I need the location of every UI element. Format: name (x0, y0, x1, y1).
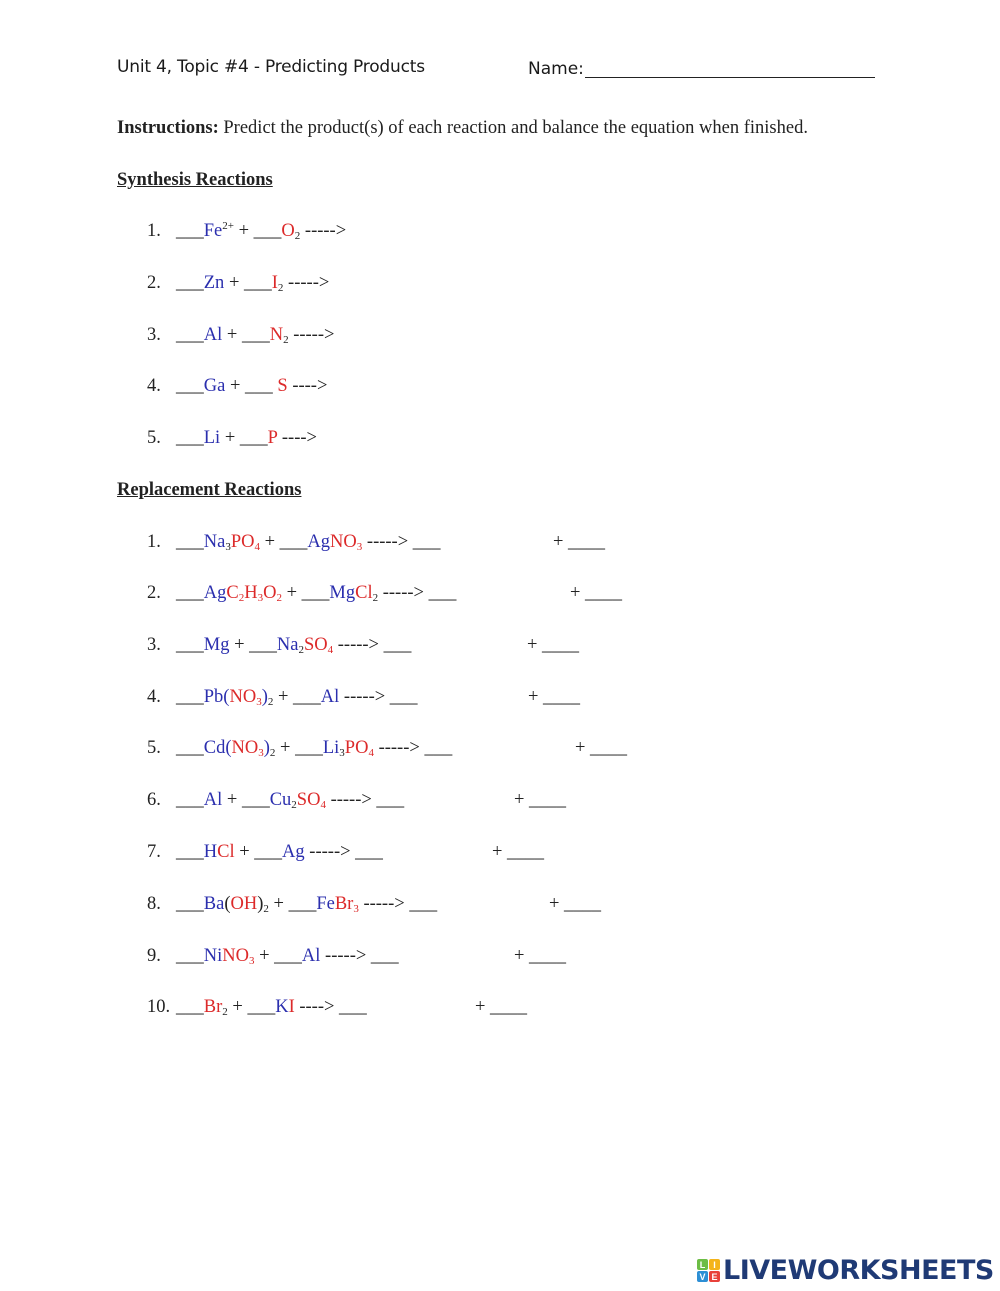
coefficient-blank[interactable]: ___ (239, 428, 268, 448)
formula-part: PO (344, 738, 369, 758)
formula-part: Ag (307, 532, 331, 552)
formula-part: + (224, 273, 244, 293)
second-product-blank[interactable]: + ____ (575, 738, 628, 758)
formula-part: Li (203, 428, 221, 448)
coefficient-blank[interactable]: ----> ___ (294, 997, 367, 1017)
formula-part: 2 (276, 592, 282, 604)
coefficient-blank[interactable]: ___ (176, 790, 204, 810)
coefficient-blank[interactable]: ___ (176, 428, 204, 448)
reaction-equation (176, 428, 317, 448)
reaction-number: 1. (147, 532, 161, 552)
coefficient-blank[interactable]: ___ (176, 221, 204, 241)
reaction-number: 3. (147, 635, 161, 655)
reaction-equation (176, 325, 334, 345)
formula-part: Mg (329, 583, 356, 603)
formula-part: H (244, 583, 258, 603)
synthesis-reaction-2 (147, 273, 329, 297)
logo-tile: E (709, 1271, 720, 1282)
formula-part: + (220, 428, 240, 448)
replacement-reaction-4 (147, 687, 581, 711)
synthesis-reaction-1 (147, 221, 346, 245)
formula-part: Li (322, 738, 340, 758)
synthesis-section-title: Synthesis Reactions (117, 170, 273, 190)
formula-part: S (277, 376, 288, 396)
formula-part: NO (330, 532, 357, 552)
coefficient-blank[interactable]: -----> ___ (333, 635, 412, 655)
coefficient-blank[interactable]: -----> ___ (325, 790, 405, 810)
coefficient-blank[interactable]: ___ (293, 687, 321, 707)
reaction-number: 7. (147, 842, 161, 862)
formula-part: -----> (300, 221, 347, 241)
coefficient-blank[interactable]: ___ (176, 325, 204, 345)
formula-part: + (273, 687, 294, 707)
formula-part: + (227, 997, 248, 1017)
coefficient-blank[interactable]: ___ (176, 997, 204, 1017)
replacement-reaction-10 (147, 997, 528, 1021)
coefficient-blank[interactable]: ___ (176, 738, 204, 758)
formula-part: C (226, 583, 239, 603)
formula-part: Al (203, 325, 223, 345)
coefficient-blank[interactable]: ___ (288, 894, 317, 914)
worksheet-title: Unit 4, Topic #4 - Predicting Products (117, 57, 425, 77)
formula-part: NO (231, 738, 259, 758)
coefficient-blank[interactable]: -----> ___ (378, 583, 457, 603)
coefficient-blank[interactable]: ___ (295, 738, 323, 758)
formula-part: 3 (257, 592, 264, 604)
coefficient-blank[interactable]: ___ (245, 376, 278, 396)
coefficient-blank[interactable]: ___ (247, 997, 276, 1017)
formula-part: 4 (254, 541, 260, 553)
formula-part: Cu (269, 790, 292, 810)
formula-part: Zn (203, 273, 225, 293)
coefficient-blank[interactable]: ___ (241, 790, 270, 810)
reaction-number: 5. (147, 738, 161, 758)
formula-part: 2+ (222, 220, 234, 232)
second-product-blank[interactable]: + ____ (570, 583, 623, 603)
reaction-equation (176, 738, 452, 758)
formula-part: Ba (203, 894, 225, 914)
reaction-number: 2. (147, 583, 161, 603)
formula-part: ) (263, 738, 270, 758)
synthesis-reaction-4 (147, 376, 327, 400)
formula-part: 2 (283, 334, 289, 346)
instructions (117, 118, 808, 139)
formula-part: 3 (356, 541, 363, 553)
formula-part: O (263, 583, 277, 603)
replacement-reaction-8 (147, 894, 602, 918)
formula-part: 2 (277, 282, 284, 294)
synthesis-reaction-3 (147, 325, 334, 349)
coefficient-blank[interactable]: ___ (176, 583, 204, 603)
second-product-blank[interactable]: + ____ (514, 790, 567, 810)
formula-part: 4 (368, 747, 374, 759)
formula-part: K (275, 997, 289, 1017)
coefficient-blank[interactable]: ___ (176, 894, 204, 914)
second-product-blank[interactable]: + ____ (514, 946, 567, 966)
coefficient-blank[interactable]: -----> ___ (358, 894, 438, 914)
formula-part: Al (301, 946, 321, 966)
second-product-blank[interactable]: + ____ (549, 894, 602, 914)
formula-part: Ag (282, 842, 305, 862)
coefficient-blank[interactable]: ___ (176, 376, 204, 396)
formula-part: SO (296, 790, 321, 810)
reaction-equation (176, 790, 404, 810)
second-product-blank[interactable]: + ____ (492, 842, 545, 862)
reaction-equation (176, 842, 383, 862)
formula-part: ) (257, 894, 264, 914)
synthesis-reaction-5 (147, 428, 317, 452)
formula-part: ----> (277, 428, 317, 448)
formula-part: ( (224, 894, 231, 914)
coefficient-blank[interactable]: ___ (254, 842, 283, 862)
formula-part: PO (230, 532, 255, 552)
formula-part: Cd( (203, 738, 232, 758)
coefficient-blank[interactable]: ___ (279, 532, 308, 552)
second-product-blank[interactable]: + ____ (553, 532, 606, 552)
formula-part: + (275, 738, 296, 758)
formula-part: 3 (339, 747, 345, 759)
formula-part: + (268, 894, 289, 914)
coefficient-blank[interactable]: ___ (244, 273, 272, 293)
coefficient-blank[interactable]: ___ (249, 635, 277, 655)
reaction-equation (176, 997, 367, 1017)
reaction-number: 3. (147, 325, 161, 345)
formula-part: 2 (238, 592, 245, 604)
formula-part: Pb( (203, 687, 230, 707)
formula-part: 3 (225, 541, 231, 553)
logo-text: LIVEWORKSHEETS (723, 1255, 994, 1286)
reaction-equation (176, 376, 327, 396)
reaction-number: 4. (147, 687, 161, 707)
formula-part: ) (261, 687, 268, 707)
second-product-blank[interactable]: + ____ (527, 635, 580, 655)
replacement-reaction-1 (147, 532, 606, 556)
formula-part: NO (222, 946, 249, 966)
formula-part: Ni (203, 946, 223, 966)
coefficient-blank[interactable]: ___ (253, 221, 282, 241)
formula-part: 4 (327, 644, 334, 656)
formula-part: O (281, 221, 295, 241)
coefficient-blank[interactable]: -----> ___ (362, 532, 441, 552)
reaction-equation (176, 946, 399, 966)
formula-part: Al (320, 687, 340, 707)
replacement-reaction-6 (147, 790, 567, 814)
coefficient-blank[interactable]: ___ (241, 325, 270, 345)
replacement-reaction-3 (147, 635, 580, 659)
formula-part: + (222, 325, 242, 345)
name-field-group (528, 57, 875, 79)
formula-part: -----> (283, 273, 330, 293)
formula-part: Al (203, 790, 223, 810)
instructions-label: Instructions: (117, 118, 219, 138)
formula-part: + (233, 221, 254, 241)
formula-part: 4 (320, 799, 326, 811)
instructions-text: Predict the product(s) of each reaction and balance the equation when finished. (218, 118, 808, 138)
coefficient-blank[interactable]: ___ (176, 532, 204, 552)
formula-part: 2 (294, 230, 301, 242)
replacement-section-title: Replacement Reactions (117, 480, 302, 500)
reaction-number: 10. (147, 997, 171, 1017)
second-product-blank[interactable]: + ____ (528, 687, 581, 707)
coefficient-blank[interactable]: -----> ___ (373, 738, 453, 758)
liveworksheets-logo (697, 1255, 994, 1286)
formula-part: Br (203, 997, 223, 1017)
formula-part: OH (230, 894, 258, 914)
reaction-equation (176, 273, 329, 293)
formula-part: 2 (267, 696, 274, 708)
formula-part: P (267, 428, 278, 448)
name-label: Name: (528, 59, 584, 79)
formula-part: Ga (203, 376, 226, 396)
formula-part: Fe (203, 221, 223, 241)
coefficient-blank[interactable]: -----> ___ (320, 946, 399, 966)
replacement-reaction-7 (147, 842, 545, 866)
formula-part: I (271, 273, 278, 293)
replacement-reaction-9 (147, 946, 567, 970)
replacement-reaction-2 (147, 583, 623, 607)
coefficient-blank[interactable]: ___ (176, 946, 204, 966)
reaction-equation (176, 532, 441, 552)
formula-part: + (254, 946, 275, 966)
formula-part: 2 (269, 747, 276, 759)
reaction-number: 6. (147, 790, 161, 810)
reaction-equation (176, 583, 456, 603)
formula-part: + (259, 532, 280, 552)
formula-part: Br (334, 894, 354, 914)
formula-part: NO (229, 687, 257, 707)
formula-part: ----> (287, 376, 328, 396)
formula-part: Cl (355, 583, 373, 603)
replacement-reaction-5 (147, 738, 628, 762)
coefficient-blank[interactable]: ___ (176, 635, 204, 655)
reaction-number: 9. (147, 946, 161, 966)
reaction-number: 1. (147, 221, 161, 241)
formula-part: 3 (248, 955, 255, 967)
formula-part: Na (276, 635, 299, 655)
formula-part: I (288, 997, 295, 1017)
formula-part: + (225, 376, 246, 396)
formula-part: -----> (288, 325, 335, 345)
formula-part: SO (303, 635, 328, 655)
reaction-equation (176, 635, 411, 655)
coefficient-blank[interactable]: ___ (176, 687, 204, 707)
coefficient-blank[interactable]: -----> ___ (304, 842, 383, 862)
reaction-number: 8. (147, 894, 161, 914)
reaction-number: 2. (147, 273, 161, 293)
formula-part: N (269, 325, 284, 345)
formula-part: H (203, 842, 218, 862)
formula-part: + (222, 790, 242, 810)
coefficient-blank[interactable]: ___ (176, 842, 204, 862)
formula-part: Ag (203, 583, 227, 603)
formula-part: + (234, 842, 255, 862)
formula-part: 3 (258, 747, 264, 759)
name-input-line[interactable] (585, 57, 875, 78)
formula-part: 2 (291, 799, 297, 811)
reaction-equation (176, 687, 418, 707)
formula-part: 3 (353, 903, 359, 915)
formula-part: 2 (298, 644, 304, 656)
logo-tile: L (697, 1259, 708, 1270)
formula-part: 2 (263, 903, 269, 915)
formula-part: 2 (222, 1006, 228, 1018)
formula-part: Cl (217, 842, 235, 862)
reaction-number: 4. (147, 376, 161, 396)
logo-tile: V (697, 1271, 708, 1282)
second-product-blank[interactable]: + ____ (475, 997, 528, 1017)
coefficient-blank[interactable]: ___ (176, 273, 204, 293)
reaction-equation (176, 221, 346, 241)
coefficient-blank[interactable]: ___ (301, 583, 330, 603)
formula-part: + (229, 635, 250, 655)
coefficient-blank[interactable]: ___ (274, 946, 302, 966)
formula-part: Na (203, 532, 226, 552)
logo-tile: I (709, 1259, 720, 1270)
formula-part: 2 (372, 592, 379, 604)
formula-part: Fe (316, 894, 335, 914)
formula-part: 3 (256, 696, 262, 708)
reaction-number: 5. (147, 428, 161, 448)
formula-part: + (281, 583, 302, 603)
reaction-equation (176, 894, 437, 914)
formula-part: Mg (203, 635, 230, 655)
logo-tiles-icon (697, 1259, 720, 1282)
coefficient-blank[interactable]: -----> ___ (339, 687, 418, 707)
